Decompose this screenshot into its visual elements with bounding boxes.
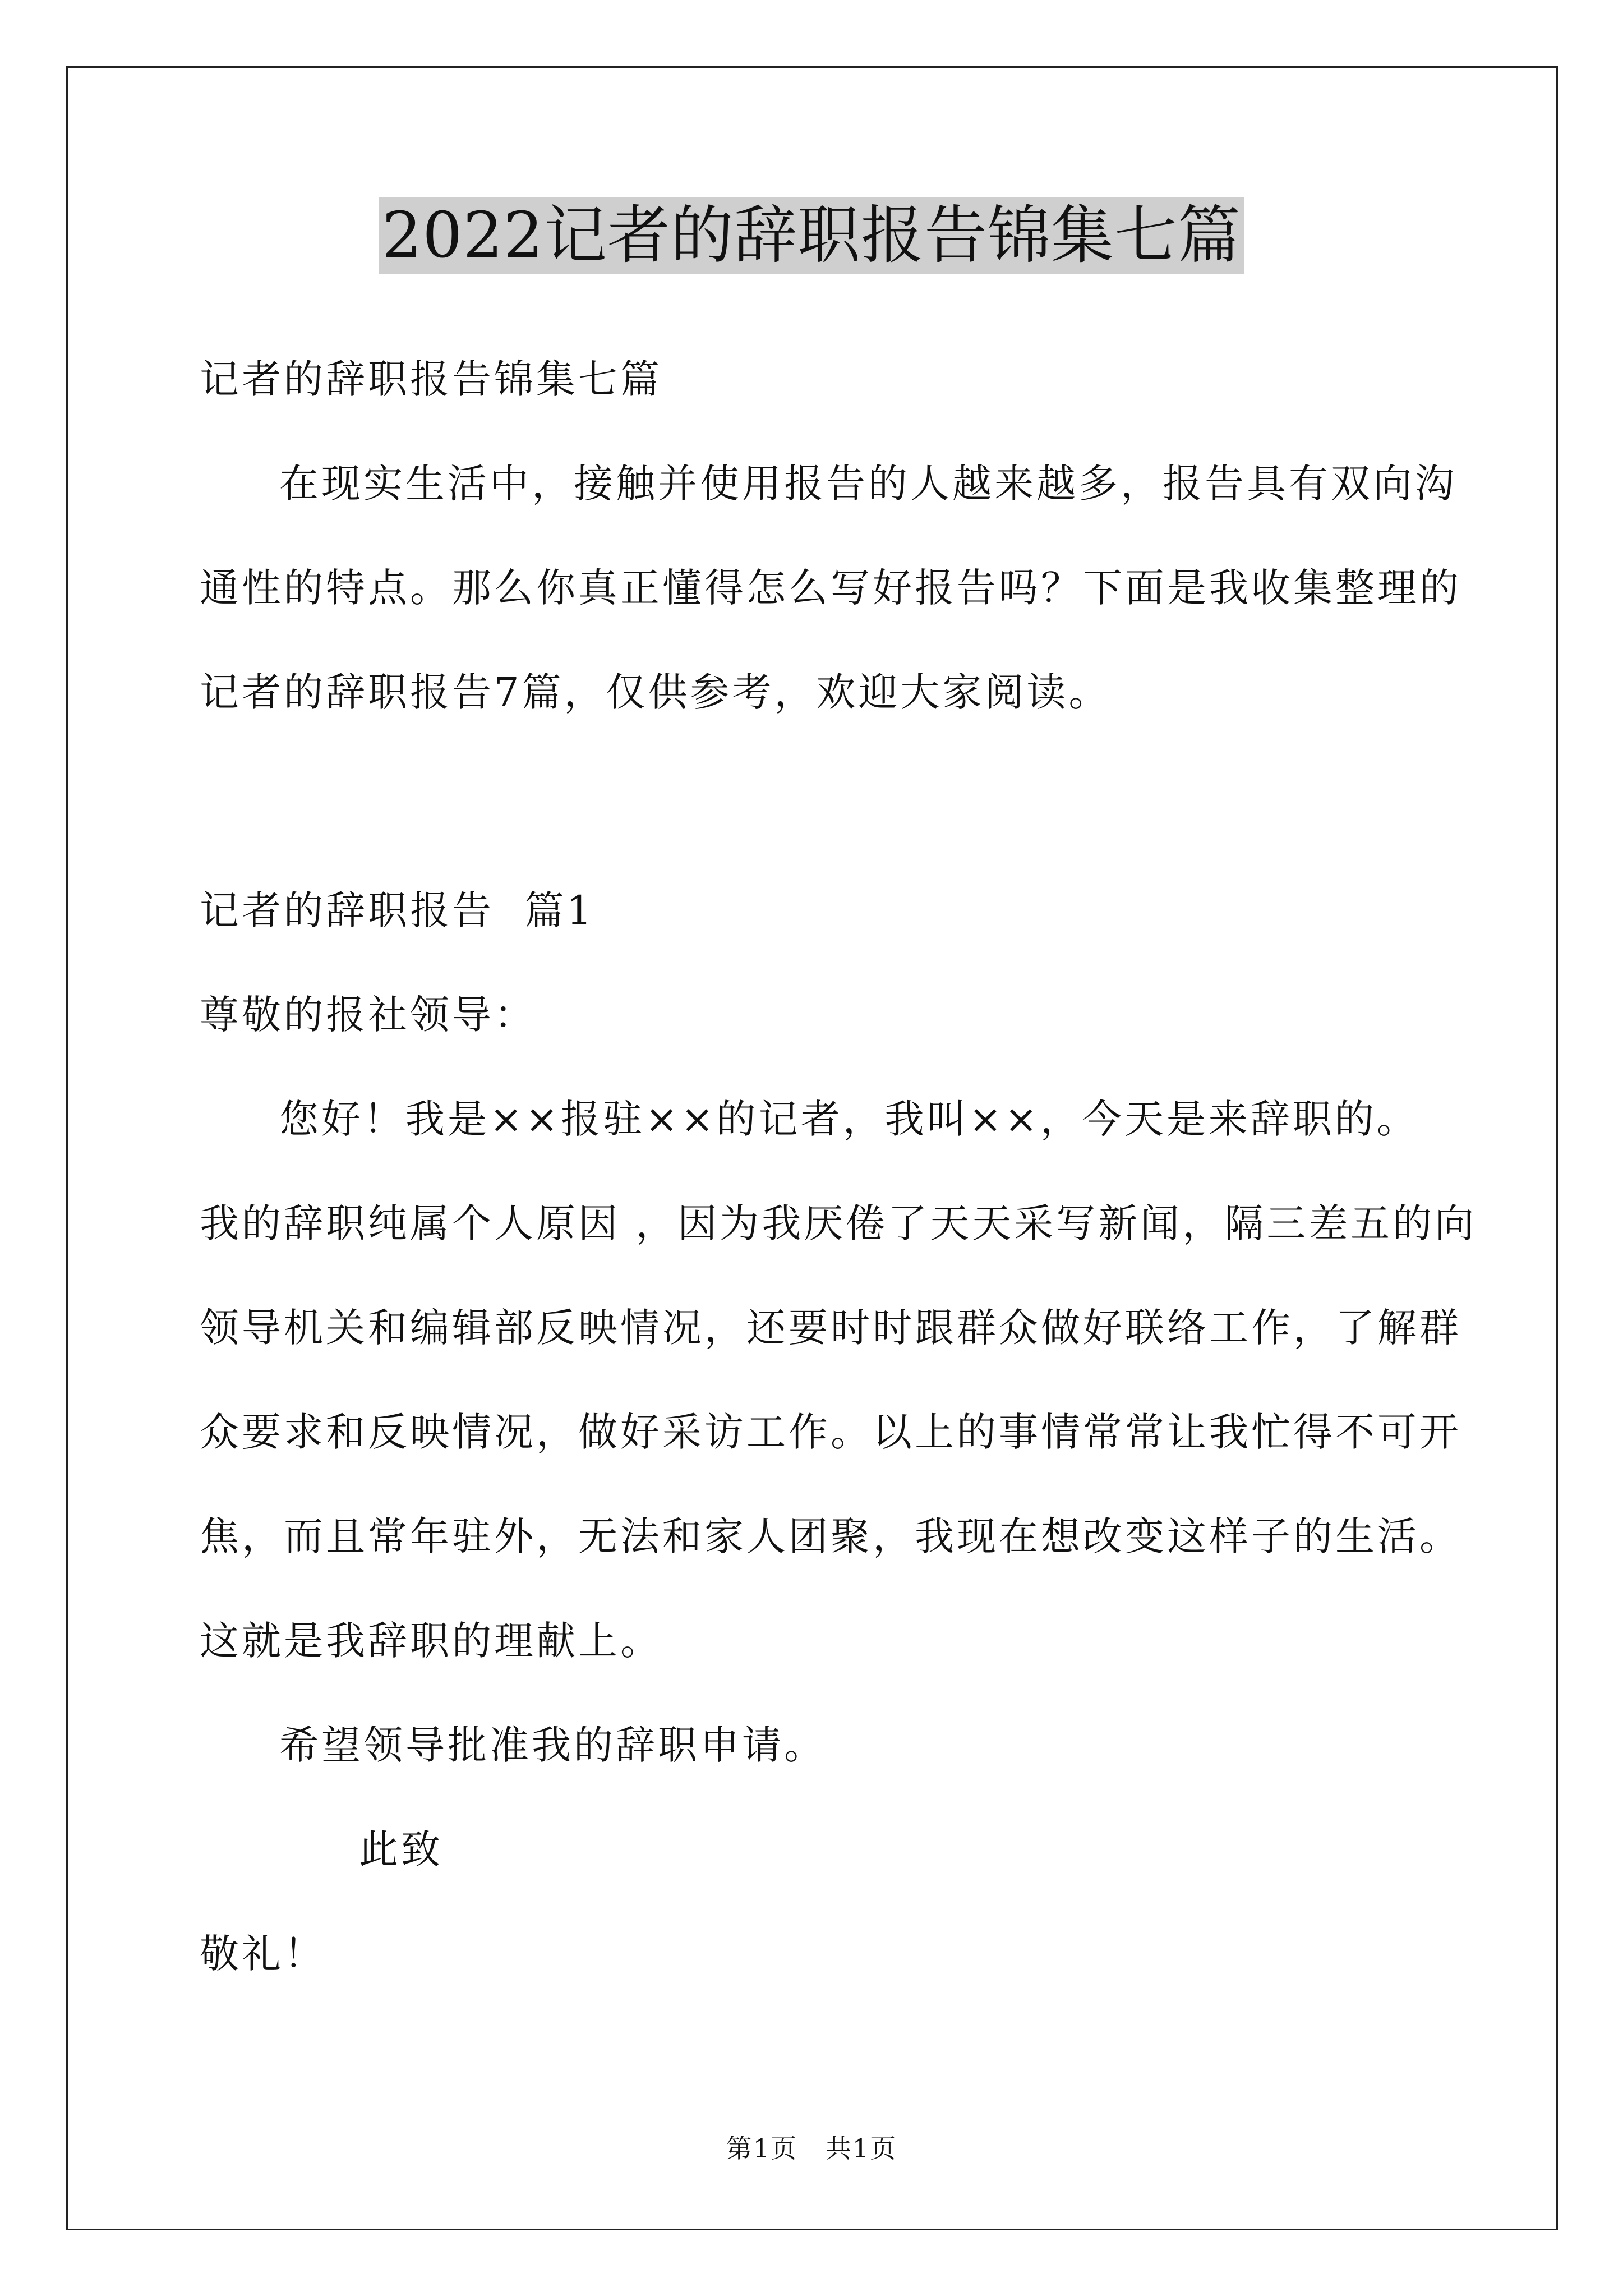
- section-heading: 记者的辞职报告 篇1: [200, 887, 595, 933]
- body-line-1: 您好！我是××报驻××的记者，我叫××，今天是来辞职的。: [279, 1096, 1419, 1142]
- body-line-4: 众要求和反映情况，做好采访工作。以上的事情常常让我忙得不可开: [200, 1409, 1461, 1455]
- request-line: 希望领导批准我的辞职申请。: [279, 1722, 826, 1768]
- document-title: 2022记者的辞职报告锦集七篇: [379, 197, 1244, 274]
- closing-line: 此致: [359, 1826, 443, 1872]
- salutation: 尊敬的报社领导：: [200, 992, 536, 1038]
- regards-line: 敬礼！: [200, 1931, 326, 1977]
- page-number-footer: 第1页 共1页: [726, 2133, 897, 2164]
- intro-line-3: 记者的辞职报告7篇，仅供参考，欢迎大家阅读。: [200, 669, 1111, 715]
- body-line-2: 我的辞职纯属个人原因 ，因为我厌倦了天天采写新闻，隔三差五的向: [200, 1200, 1477, 1246]
- body-line-5: 焦，而且常年驻外，无法和家人团聚，我现在想改变这样子的生活。: [200, 1513, 1461, 1559]
- document-subtitle: 记者的辞职报告锦集七篇: [200, 356, 662, 402]
- title-container: [0, 197, 1623, 274]
- body-line-6: 这就是我辞职的理献上。: [200, 1618, 662, 1664]
- body-line-3: 领导机关和编辑部反映情况，还要时时跟群众做好联络工作，了解群: [200, 1305, 1461, 1351]
- intro-line-1: 在现实生活中，接触并使用报告的人越来越多，报告具有双向沟: [279, 461, 1457, 507]
- intro-line-2: 通性的特点。那么你真正懂得怎么写好报告吗？下面是我收集整理的: [200, 565, 1461, 611]
